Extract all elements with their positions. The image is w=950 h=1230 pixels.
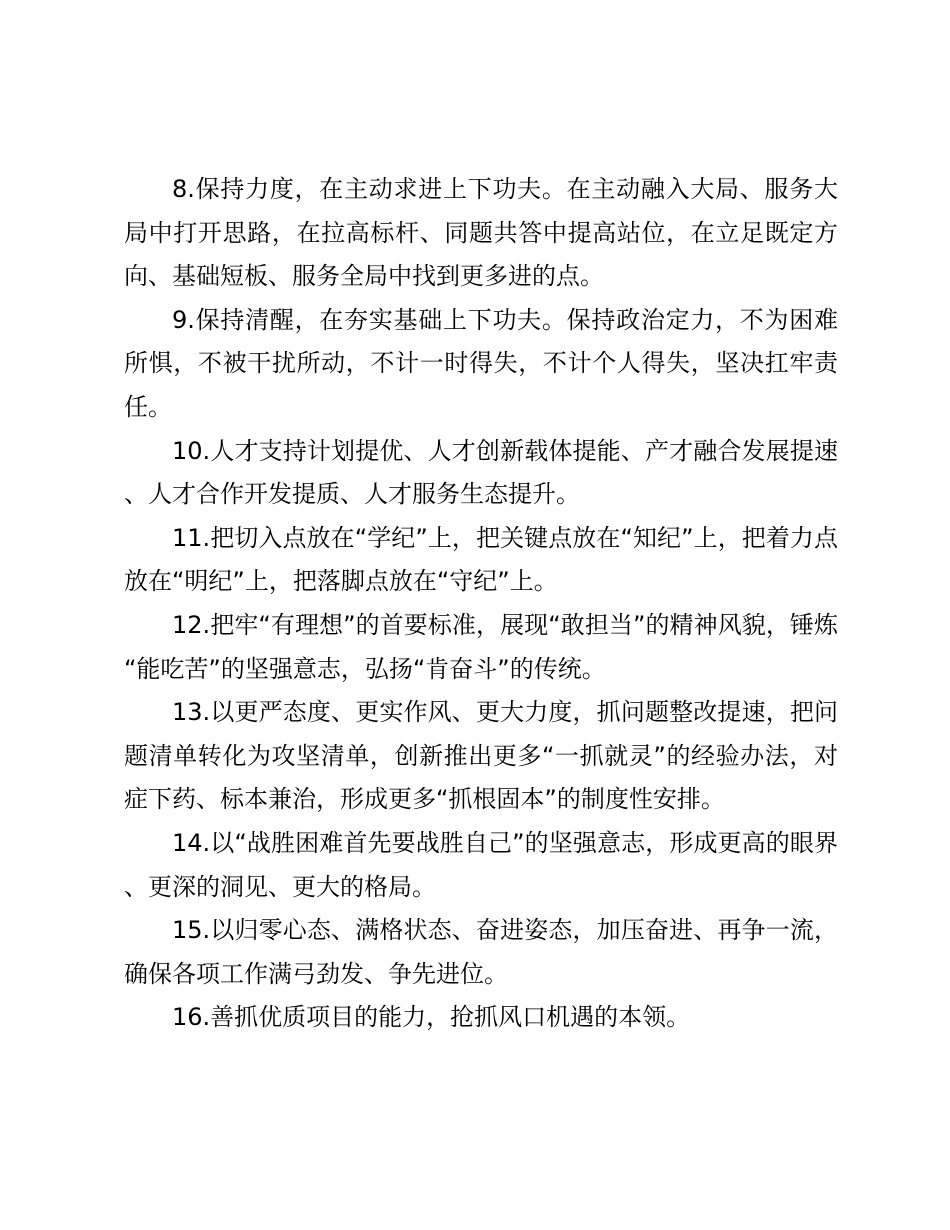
paragraph-16: 16.善抓优质项目的能力，抢抓风口机遇的本领。 <box>172 1003 691 1032</box>
document-body <box>124 168 838 1040</box>
paragraph-8: 8.保持力度，在主动求进上下功夫。在主动融入大局、服务大局中打开思路，在拉高标杆、同题共答中提高站位，在立足既定方向、基础短板、服务全局中找到更多进的点。 <box>124 175 838 291</box>
paragraph-9: 9.保持清醒，在夯实基础上下功夫。保持政治定力，不为困难所惧，不被干扰所动，不计一时得失，不计个人得失，坚决扛牢责任。 <box>124 305 838 421</box>
paragraph-14: 14.以“战胜困难首先要战胜自己”的坚强意志，形成更高的眼界、更深的洞见、更大的格局。 <box>124 828 838 901</box>
paragraph-15: 15.以归零心态、满格状态、奋进姿态，加压奋进、再争一流，确保各项工作满弓劲发、争先进位。 <box>124 916 838 988</box>
paragraph-10: 10.人才支持计划提优、人才创新载体提能、产才融合发展提速、人才合作开发提质、人才服务生态提升。 <box>124 436 838 509</box>
paragraph-11: 11.把切入点放在“学纪”上，把关键点放在“知纪”上，把着力点放在“明纪”上，把落脚点放在“守纪”上。 <box>124 523 838 596</box>
paragraph-13: 13.以更严态度、更实作风、更大力度，抓问题整改提速，把问题清单转化为攻坚清单，创新推出更多“一抓就灵”的经验办法，对症下药、标本兼治，形成更多“抓根固本”的制度性安排。 <box>124 698 838 814</box>
paragraph-12: 12.把牢“有理想”的首要标准，展现“敢担当”的精神风貌，锤炼“能吃苦”的坚强意志，弘扬“肯奋斗”的传统。 <box>124 610 838 683</box>
